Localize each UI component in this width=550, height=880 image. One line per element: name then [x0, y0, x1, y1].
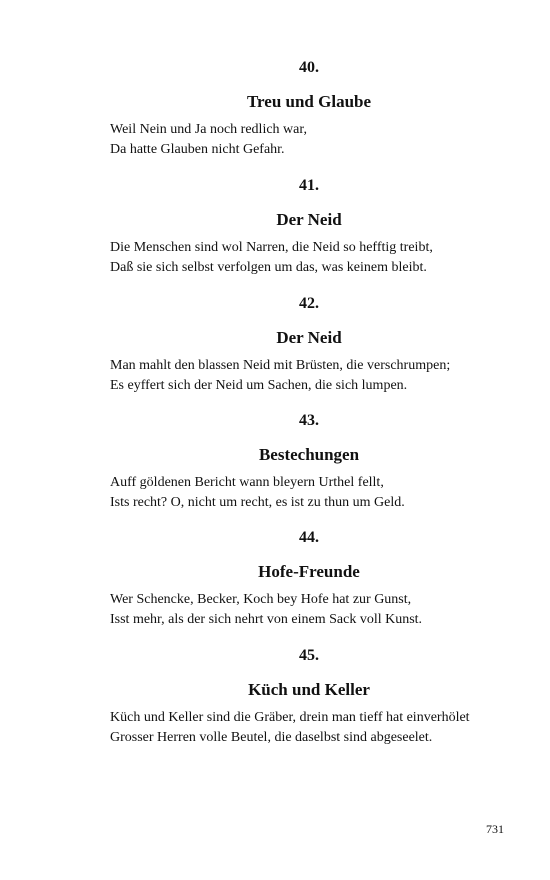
verse-line: Grosser Herren volle Beutel, die daselbst sind abgeseelet. — [110, 730, 433, 745]
epigram-45 — [110, 646, 530, 748]
epigram-text — [110, 708, 530, 748]
verse-line: Daß sie sich selbst verfolgen um das, was keinem bleibt. — [110, 260, 427, 275]
epigram-text — [110, 120, 530, 160]
epigram-44 — [110, 528, 530, 630]
verse-line: Weil Nein und Ja noch redlich war, — [110, 122, 307, 137]
epigram-text — [110, 356, 530, 396]
epigram-number: 44. — [299, 529, 319, 546]
verse-line: Es eyffert sich der Neid um Sachen, die sich lumpen. — [110, 378, 408, 393]
epigram-title: Der Neid — [276, 328, 342, 347]
epigram-title: Treu und Glaube — [246, 92, 372, 111]
page-number: 731 — [486, 822, 504, 836]
verse-line: Wer Schencke, Becker, Koch bey Hofe hat zur Gunst, — [110, 592, 412, 607]
epigram-text — [110, 473, 530, 513]
verse-line: Die Menschen sind wol Narren, die Neid so hefftig treibt, — [110, 240, 433, 255]
epigram-number: 41. — [299, 177, 319, 194]
epigram-40 — [110, 58, 530, 160]
epigram-text — [110, 590, 530, 630]
epigram-number: 40. — [299, 59, 319, 76]
verse-line: Auff göldenen Bericht wann bleyern Urthel fellt, — [110, 475, 384, 490]
epigram-title: Hofe-Freunde — [258, 562, 360, 581]
epigram-number: 43. — [299, 412, 319, 429]
epigram-42 — [110, 294, 530, 396]
epigram-text — [110, 238, 530, 278]
verse-line: Küch und Keller sind die Gräber, drein man tieff hat einverhölet — [110, 710, 470, 725]
verse-line: Da hatte Glauben nicht Gefahr. — [110, 142, 285, 157]
epigram-title: Küch und Keller — [248, 680, 370, 699]
epigram-41 — [110, 176, 530, 278]
verse-line: Man mahlt den blassen Neid mit Brüsten, die verschrumpen; — [110, 358, 451, 373]
epigram-title: Bestechungen — [258, 445, 360, 464]
epigram-number: 45. — [299, 647, 319, 664]
epigram-43 — [110, 411, 530, 513]
epigram-number: 42. — [299, 295, 319, 312]
epigram-title: Der Neid — [276, 210, 342, 229]
verse-line: Ists recht? O, nicht um recht, es ist zu thun um Geld. — [110, 495, 405, 510]
verse-line: Isst mehr, als der sich nehrt von einem Sack voll Kunst. — [110, 612, 423, 627]
